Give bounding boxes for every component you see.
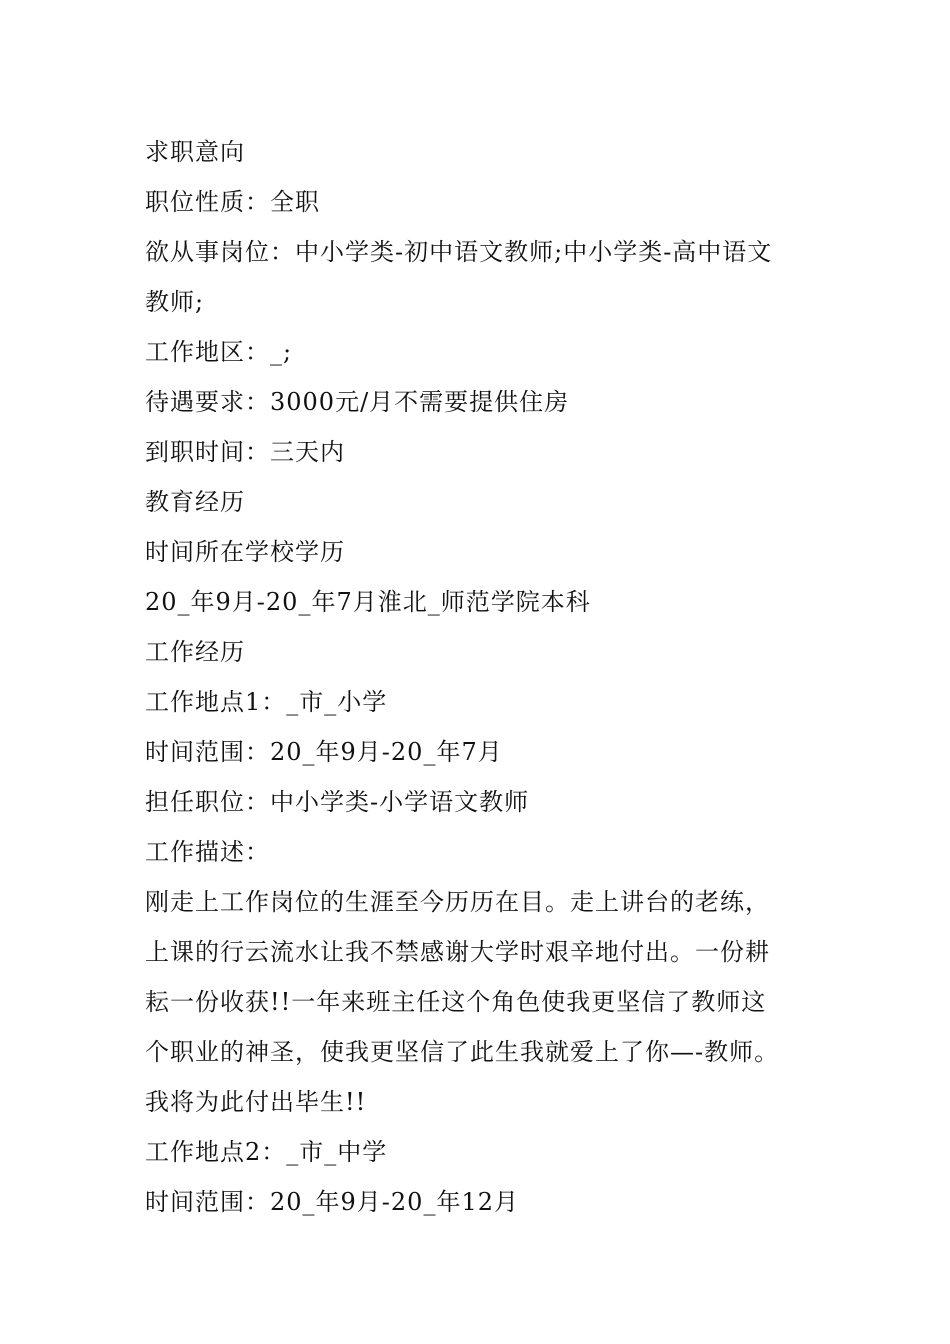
education-entry-line: 20_年9月-20_年7月淮北_师范学院本科 [145,588,591,616]
work-description-label: 工作描述： [145,838,270,866]
work-location-1-line: 工作地点1：_市_小学 [145,688,388,716]
desired-position-line-continued: 教师; [145,288,205,316]
salary-requirement-line: 待遇要求：3000元/月不需要提供住房 [145,388,570,416]
work-position-1-line: 担任职位：中小学类-小学语文教师 [145,788,530,816]
work-description-line: 上课的行云流水让我不禁感谢大学时艰辛地付出。一份耕 [145,938,770,966]
work-description-line: 我将为此付出毕生!! [145,1088,367,1116]
section-heading-job-intention: 求职意向 [145,138,245,166]
document-body [145,127,810,1227]
work-description-line: 耘一份收获!!一年来班主任这个角色使我更坚信了教师这 [145,988,767,1016]
section-heading-work-experience: 工作经历 [145,638,245,666]
education-header-line: 时间所在学校学历 [145,538,345,566]
job-type-line: 职位性质：全职 [145,188,320,216]
section-heading-education: 教育经历 [145,488,245,516]
work-location-2-line: 工作地点2：_市_中学 [145,1138,388,1166]
work-period-2-line: 时间范围：20_年9月-20_年12月 [145,1188,519,1216]
work-period-1-line: 时间范围：20_年9月-20_年7月 [145,738,503,766]
start-time-line: 到职时间：三天内 [145,438,345,466]
work-description-line: 个职业的神圣，使我更坚信了此生我就爱上了你—-教师。 [145,1038,780,1066]
work-region-line: 工作地区：_; [145,338,293,366]
work-description-line: 刚走上工作岗位的生涯至今历历在目。走上讲台的老练， [145,888,770,916]
desired-position-line: 欲从事岗位：中小学类-初中语文教师;中小学类-高中语文 [145,238,773,266]
